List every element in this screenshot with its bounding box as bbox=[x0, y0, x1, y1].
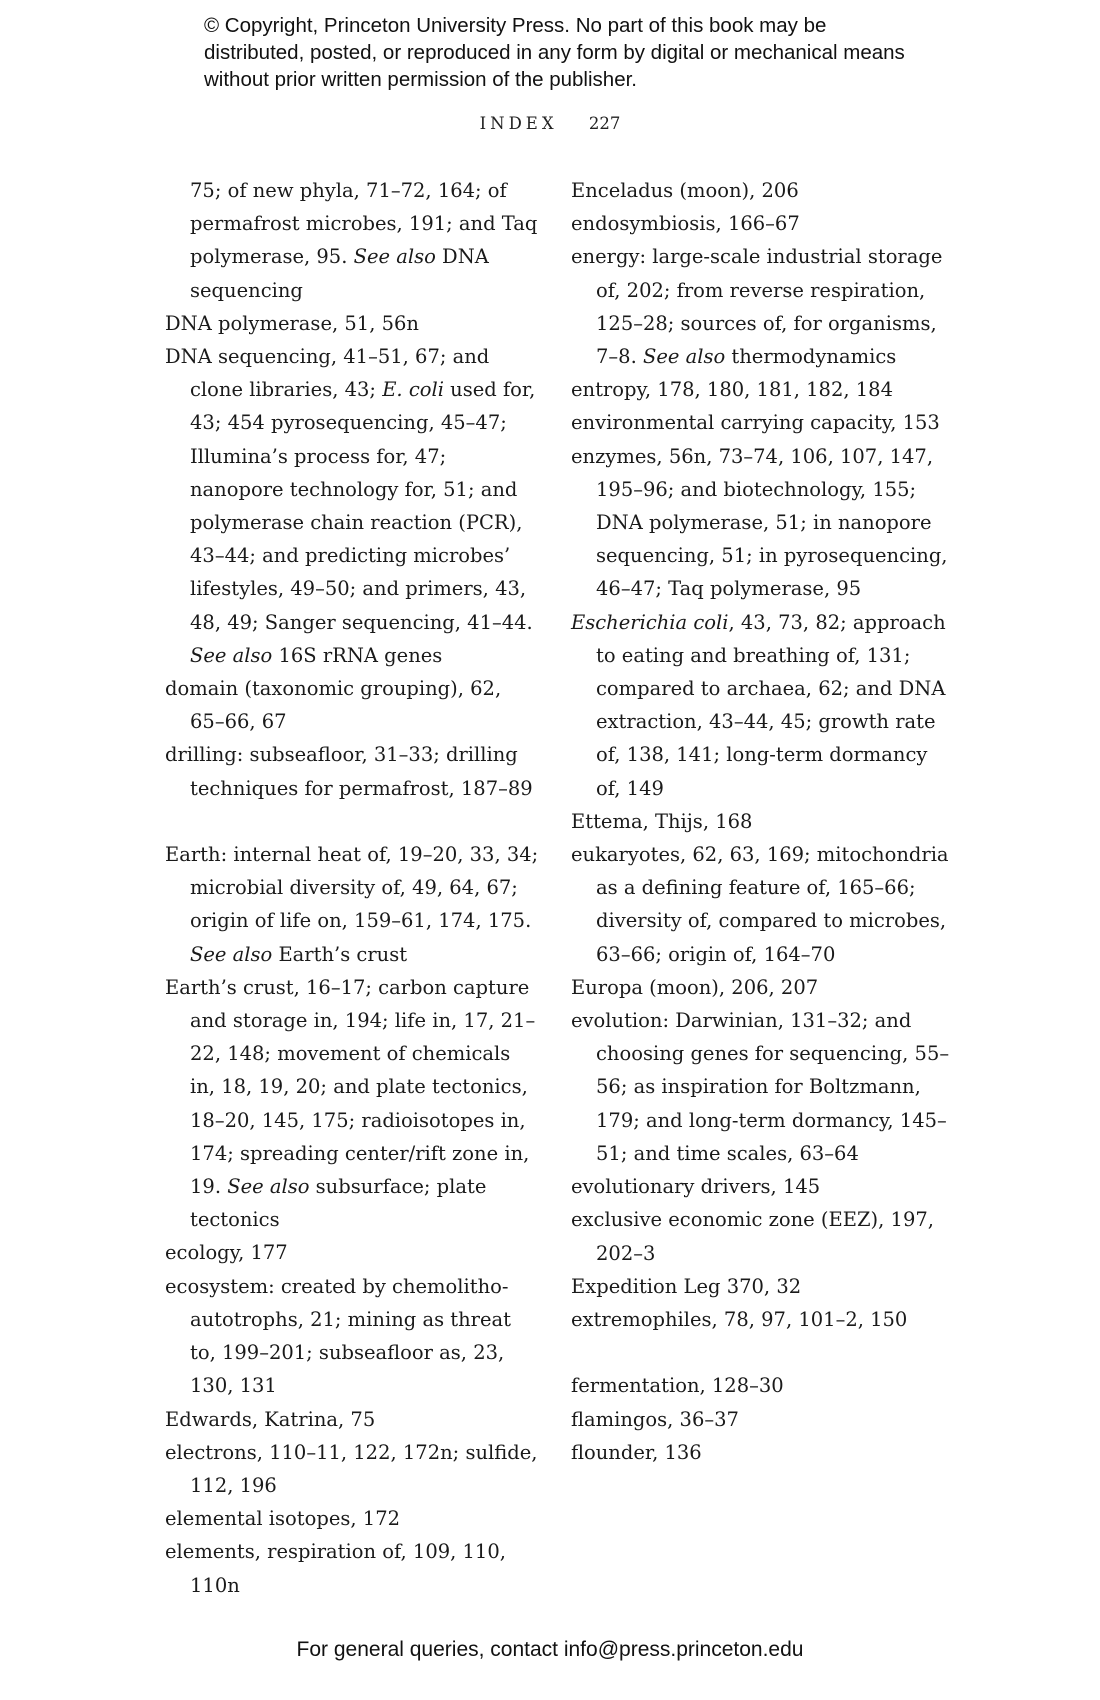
index-entry-text: Enceladus (moon), 206 bbox=[571, 179, 799, 202]
index-entry-text: flounder, 136 bbox=[571, 1440, 702, 1464]
index-entry-text: electrons, 110–11, 122, 172n; sulfide, 112, 196 bbox=[165, 1440, 538, 1497]
index-column-left bbox=[165, 174, 540, 1602]
index-entry-text: thermodynamics bbox=[725, 345, 897, 369]
index-entry bbox=[165, 738, 540, 804]
index-entry-italic-text: See also bbox=[227, 1175, 310, 1199]
index-entry-text: exclusive economic zone (EEZ), 197, 202–3 bbox=[571, 1208, 934, 1265]
index-entry bbox=[571, 1004, 951, 1170]
footer-contact: For general queries, contact info@press.princeton.edu bbox=[296, 1638, 804, 1661]
index-entry-text: Earth’s crust bbox=[272, 942, 408, 966]
index-entry-text: ecology, 177 bbox=[165, 1241, 288, 1265]
index-entry bbox=[571, 1170, 951, 1203]
index-entry bbox=[165, 1403, 540, 1436]
copyright-notice: © Copyright, Princeton University Press. No part of this book may be distributed, posted, or reproduced in any form by digital or mechanical means without prior written permission of the publisher. bbox=[204, 14, 905, 91]
index-entry-italic-text: Escherichia coli bbox=[571, 610, 729, 634]
index-entry-text: Europa (moon), 206, 207 bbox=[571, 975, 819, 999]
index-entry-text: fermentation, 128–30 bbox=[571, 1374, 784, 1398]
index-entry-text: Earth’s crust, 16–17; carbon capture and storage in, 194; life in, 17, 21–22, 148; movement of chemicals in, 18, 19, 20; and plate tectonics, 18–20, 145, 175; radioisotopes in, 174; spreading center/rift zone in, 19. bbox=[165, 975, 536, 1199]
index-entry-text: domain (taxonomic grouping), 62, 65–66, 67 bbox=[165, 677, 502, 734]
index-entry bbox=[571, 1436, 951, 1469]
page-number: 227 bbox=[588, 114, 621, 133]
index-entry bbox=[571, 1369, 951, 1402]
index-entry bbox=[571, 1270, 951, 1303]
index-entry-text: Ettema, Thijs, 168 bbox=[571, 809, 753, 833]
index-entry bbox=[571, 1403, 951, 1436]
index-entry bbox=[165, 838, 540, 971]
index-entry-text: 16S rRNA genes bbox=[272, 643, 443, 667]
index-entry bbox=[571, 1203, 951, 1269]
index-entry-text: extremophiles, 78, 97, 101–2, 150 bbox=[571, 1307, 908, 1331]
index-entry-text: evolutionary drivers, 145 bbox=[571, 1175, 821, 1199]
index-entry-text: Edwards, Katrina, 75 bbox=[165, 1407, 376, 1431]
index-entry-italic-text: See also bbox=[642, 345, 726, 369]
index-entry bbox=[571, 207, 951, 240]
index-entry-italic-text: See also bbox=[190, 942, 273, 966]
index-entry bbox=[165, 1236, 540, 1269]
index-entry-text: used for, 43; 454 pyrosequencing, 45–47; Illumina’s process for, 47; nanopore technology for, 51; and polymerase chain reaction (PCR), 43–44; and predicting microbes’ lifestyles, 49–50; and primers, 43, 48, 49; Sanger sequencing, 41–44. bbox=[190, 378, 536, 634]
index-entry-text: subsurface; plate tectonics bbox=[190, 1175, 487, 1232]
index-entry-text: elemental isotopes, 172 bbox=[165, 1507, 401, 1531]
index-column-right bbox=[571, 174, 951, 1469]
index-entry-text: DNA sequencing bbox=[190, 245, 489, 302]
index-entry bbox=[571, 805, 951, 838]
index-entry-text: entropy, 178, 180, 181, 182, 184 bbox=[571, 378, 893, 402]
index-entry-text: ecosystem: created by chemolithoautotrophs, 21; mining as threat to, 199–201; subseafloor as, 23, 130, 131 bbox=[165, 1274, 511, 1398]
running-head-label: INDEX bbox=[479, 114, 558, 133]
index-entry-italic-text: See also bbox=[190, 643, 273, 667]
index-entry bbox=[571, 606, 951, 805]
index-entry-text: eukaryotes, 62, 63, 169; mitochondria as a defining feature of, 165–66; diversity of, compared to microbes, 63–66; origin of, 164–70 bbox=[571, 843, 949, 966]
index-entry bbox=[165, 307, 540, 340]
index-entry-text: evolution: Darwinian, 131–32; and choosing genes for sequencing, 55–56; as inspiration for Boltzmann, 179; and long-term dormancy, 145–51; and time scales, 63–64 bbox=[571, 1009, 950, 1165]
index-entry bbox=[571, 240, 951, 373]
index-entry-italic-text: See also bbox=[353, 245, 436, 269]
running-head bbox=[0, 114, 1100, 133]
index-entry-text: Expedition Leg 370, 32 bbox=[571, 1274, 802, 1298]
index-entry-text: , 43, 73, 82; approach to eating and breathing of, 131; compared to archaea, 62; and DNA extraction, 43–44, 45; growth rate of, 138, 141; long-term dormancy of, 149 bbox=[596, 610, 946, 800]
index-entry-text: DNA sequencing, 41–51, 67; and clone libraries, 43; bbox=[165, 345, 490, 402]
index-entry bbox=[165, 672, 540, 738]
index-entry bbox=[165, 971, 540, 1237]
index-entry bbox=[571, 373, 951, 406]
index-entry bbox=[165, 1502, 540, 1535]
index-entry bbox=[571, 406, 951, 439]
index-entry-text: 75; of new phyla, 71–72, 164; of permafrost microbes, 191; and Taq polymerase, 95. bbox=[190, 179, 538, 269]
index-entry-text: Earth: internal heat of, 19–20, 33, 34; microbial diversity of, 49, 64, 67; origin of life on, 159–61, 174, 175. bbox=[165, 843, 539, 933]
index-entry-continuation bbox=[165, 174, 540, 307]
index-entry bbox=[165, 1436, 540, 1502]
index-entry bbox=[571, 1303, 951, 1336]
index-entry-text: environmental carrying capacity, 153 bbox=[571, 411, 940, 435]
index-entry bbox=[165, 1535, 540, 1601]
index-entry-text: drilling: subseafloor, 31–33; drilling techniques for permafrost, 187–89 bbox=[165, 743, 533, 800]
index-entry bbox=[571, 440, 951, 606]
index-entry-text: energy: large-scale industrial storage of, 202; from reverse respiration, 125–28; sources of, for organisms, 7–8. bbox=[571, 245, 943, 369]
index-entry bbox=[571, 971, 951, 1004]
index-entry bbox=[571, 838, 951, 971]
index-entry-text: elements, respiration of, 109, 110, 110n bbox=[165, 1540, 506, 1597]
index-entry-text: DNA polymerase, 51, 56n bbox=[165, 311, 419, 335]
index-entry-text: endosymbiosis, 166–67 bbox=[571, 212, 800, 236]
index-entry bbox=[165, 340, 540, 672]
index-entry-italic-text: E. coli bbox=[382, 378, 444, 402]
index-entry-text: enzymes, 56n, 73–74, 106, 107, 147, 195–96; and biotechnology, 155; DNA polymerase, 51; in nanopore sequencing, 51; in pyrosequencing, 46–47; Taq polymerase, 95 bbox=[571, 444, 948, 601]
index-entry-text: flamingos, 36–37 bbox=[571, 1407, 739, 1431]
index-entry bbox=[165, 1270, 540, 1403]
index-entry bbox=[571, 174, 951, 207]
